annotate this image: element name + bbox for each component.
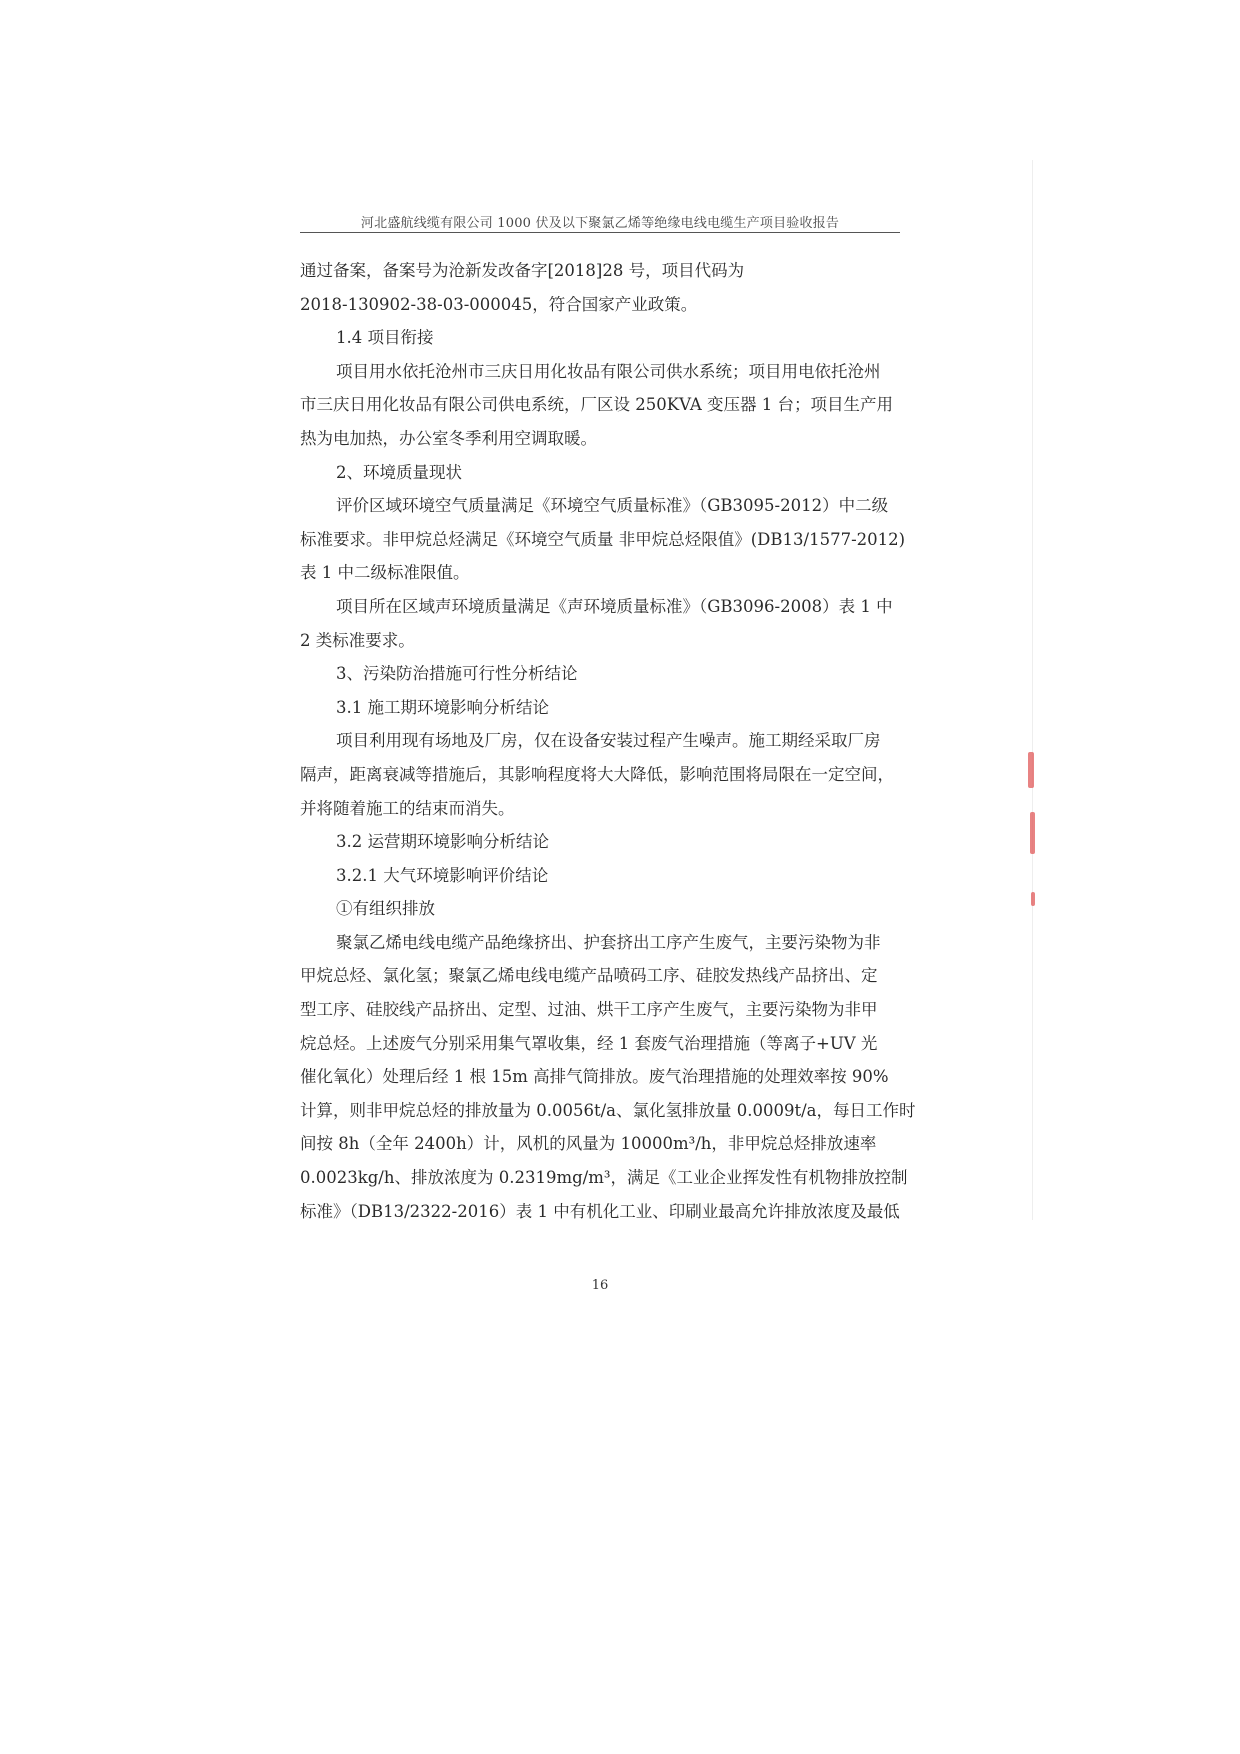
text-line: 2018-130902-38-03-000045，符合国家产业政策。 — [300, 294, 698, 314]
body-text — [300, 254, 916, 1228]
seal-fragment-middle — [1030, 812, 1035, 854]
text-line: 烷总烃。上述废气分别采用集气罩收集，经 1 套废气治理措施（等离子+UV 光 — [300, 1033, 878, 1053]
text-line: 2 类标准要求。 — [300, 630, 415, 650]
header-divider — [300, 232, 900, 233]
text-line: 并将随着施工的结束而消失。 — [300, 798, 515, 818]
section-heading: 3、污染防治措施可行性分析结论 — [336, 664, 578, 684]
text-line: 通过备案，备案号为沧新发改备字[2018]28 号，项目代码为 — [300, 261, 745, 280]
section-heading: 1.4 项目衔接 — [336, 328, 434, 348]
text-line: 项目用水依托沧州市三庆日用化妆品有限公司供水系统；项目用电依托沧州 — [336, 361, 881, 381]
text-line: 标准要求。非甲烷总烃满足《环境空气质量 非甲烷总烃限值》(DB13/1577-2012) — [300, 529, 906, 549]
text-line: 热为电加热，办公室冬季利用空调取暖。 — [300, 428, 597, 448]
text-line: 市三庆日用化妆品有限公司供电系统，厂区设 250KVA 变压器 1 台；项目生产用 — [300, 395, 894, 415]
seal-fragment-bottom — [1031, 892, 1035, 906]
seal-fragment-top — [1028, 752, 1034, 788]
text-line: 甲烷总烃、氯化氢；聚氯乙烯电线电缆产品喷码工序、硅胶发热线产品挤出、定 — [300, 966, 878, 986]
text-line: 0.0023kg/h、排放浓度为 0.2319mg/m³，满足《工业企业挥发性有机物排放控制 — [300, 1168, 908, 1188]
section-heading: 3.2.1 大气环境影响评价结论 — [336, 865, 549, 885]
text-line: 隔声，距离衰减等措施后，其影响程度将大大降低，影响范围将局限在一定空间， — [300, 764, 894, 784]
text-line: 催化氧化）处理后经 1 根 15m 高排气筒排放。废气治理措施的处理效率按 90% — [300, 1067, 889, 1087]
text-line: 项目利用现有场地及厂房，仅在设备安装过程产生噪声。施工期经采取厂房 — [336, 731, 881, 751]
text-line: 聚氯乙烯电线电缆产品绝缘挤出、护套挤出工序产生废气，主要污染物为非 — [336, 932, 881, 952]
section-heading: 2、环境质量现状 — [336, 462, 462, 482]
section-heading: 3.1 施工期环境影响分析结论 — [336, 697, 549, 717]
text-line: 表 1 中二级标准限值。 — [300, 563, 470, 583]
page-header: 河北盛航线缆有限公司 1000 伏及以下聚氯乙烯等绝缘电线电缆生产项目验收报告 — [360, 216, 840, 231]
section-heading: ①有组织排放 — [336, 899, 435, 919]
text-line: 型工序、硅胶线产品挤出、定型、过油、烘干工序产生废气，主要污染物为非甲 — [300, 1000, 878, 1020]
text-line: 评价区域环境空气质量满足《环境空气质量标准》（GB3095-2012）中二级 — [336, 496, 889, 516]
scan-edge — [1032, 160, 1033, 1220]
text-line: 项目所在区域声环境质量满足《声环境质量标准》（GB3096-2008）表 1 中 — [336, 596, 893, 616]
page-number: 16 — [591, 1278, 609, 1293]
text-line: 间按 8h（全年 2400h）计，风机的风量为 10000m³/h，非甲烷总烃排放速率 — [300, 1134, 877, 1154]
text-line: 标准》（DB13/2322-2016）表 1 中有机化工业、印刷业最高允许排放浓度及最低 — [300, 1201, 900, 1221]
section-heading: 3.2 运营期环境影响分析结论 — [336, 832, 549, 852]
text-line: 计算，则非甲烷总烃的排放量为 0.0056t/a、氯化氢排放量 0.0009t/a，每日工作时 — [300, 1100, 916, 1120]
